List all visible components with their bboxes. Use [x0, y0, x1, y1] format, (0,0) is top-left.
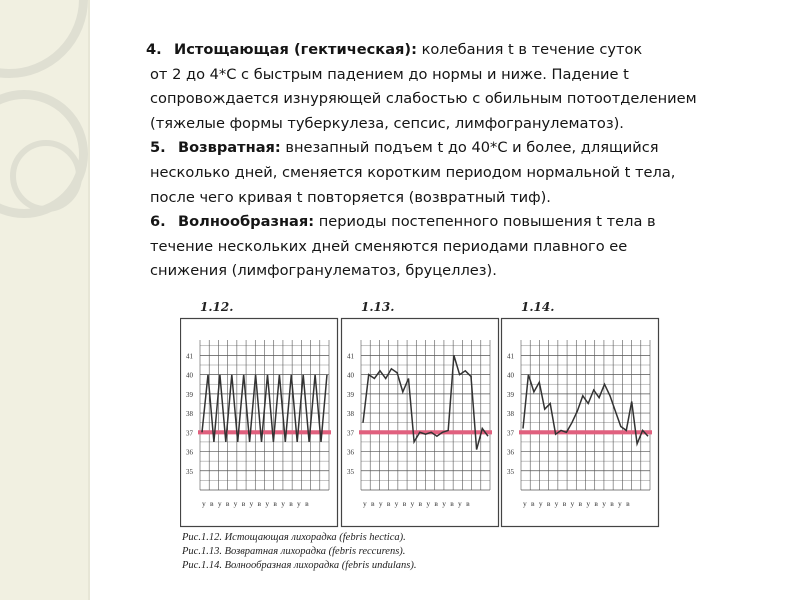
- x-axis-labels: у в у в у в у в у в у в у в: [363, 499, 471, 508]
- fever-types-text: [146, 38, 790, 284]
- y-tick-label: 36: [186, 448, 193, 457]
- y-tick-label: 38: [347, 410, 354, 419]
- temperature-curves-figure: [180, 296, 664, 578]
- y-tick-label: 39: [186, 390, 193, 399]
- y-tick-label: 35: [347, 467, 354, 476]
- y-tick-label: 41: [347, 352, 354, 361]
- y-tick-label: 38: [186, 410, 193, 419]
- panel-frame: [181, 319, 338, 527]
- panel-label-1-12: 1.12.: [200, 300, 234, 314]
- item-term: Возвратная:: [178, 139, 281, 157]
- y-tick-label: 36: [347, 448, 354, 457]
- y-tick-label: 36: [507, 448, 514, 457]
- item-line: снижения (лимфогранулематоз, бруцеллез).: [150, 262, 497, 280]
- x-axis-labels: у в у в у в у в у в у в у в: [202, 499, 310, 508]
- y-tick-label: 39: [347, 390, 354, 399]
- y-tick-label: 37: [347, 429, 354, 438]
- x-axis-labels: у в у в у в у в у в у в у в: [523, 499, 631, 508]
- item-line: после чего кривая t повторяется (возвратный тиф).: [150, 188, 551, 206]
- caption-1-12: [182, 532, 406, 543]
- item-term: Истощающая (гектическая):: [174, 41, 417, 58]
- y-tick-label: 39: [507, 390, 514, 399]
- item-undulant: [150, 210, 790, 284]
- y-tick-label: 40: [347, 371, 354, 380]
- item-number: 5.: [150, 139, 166, 157]
- sidebar-divider: [88, 0, 90, 600]
- caption-1-13: [182, 546, 405, 557]
- item-line: течение нескольких дней сменяются периодами плавного ее: [150, 237, 628, 255]
- caption-latin: (febris undulans).: [341, 560, 417, 571]
- item-hectic: [146, 38, 790, 136]
- y-tick-label: 38: [507, 410, 514, 419]
- item-line: несколько дней, сменяется коротким периодом нормальной t тела,: [150, 163, 676, 181]
- item-line: сопровождается изнуряющей слабостью с обильным потоотделением: [150, 90, 697, 108]
- caption-latin: (febris reccurens).: [328, 546, 406, 557]
- y-tick-label: 35: [507, 467, 514, 476]
- y-tick-label: 35: [186, 467, 193, 476]
- y-tick-label: 40: [507, 371, 514, 380]
- item-line: периоды постепенного повышения t тела в: [314, 213, 656, 231]
- caption-latin: (febris hectica).: [339, 532, 406, 543]
- y-tick-label: 41: [507, 352, 514, 361]
- y-tick-label: 37: [186, 429, 193, 438]
- decorative-ring-large: [0, 0, 88, 78]
- item-term: Волнообразная:: [178, 213, 315, 231]
- caption-text: Рис.1.14. Волнообразная лихорадка: [182, 560, 342, 571]
- caption-text: Рис.1.12. Истощающая лихорадка: [182, 532, 340, 543]
- panel-label-1-14: 1.14.: [521, 300, 555, 314]
- item-number: 6.: [150, 213, 166, 231]
- y-tick-label: 40: [186, 371, 193, 380]
- temperature-charts: [180, 296, 664, 528]
- y-tick-label: 37: [507, 429, 514, 438]
- decorative-ring-small: [10, 140, 82, 212]
- item-line: (тяжелые формы туберкулеза, сепсис, лимфогранулематоз).: [150, 114, 624, 132]
- slide-sidebar: [0, 0, 88, 600]
- panel-label-1-13: 1.13.: [361, 300, 395, 314]
- y-tick-label: 41: [186, 352, 193, 361]
- item-number: 4.: [146, 41, 162, 58]
- caption-1-14: [182, 560, 416, 571]
- caption-text: Рис.1.13. Возвратная лихорадка: [182, 546, 329, 557]
- item-recurrent: [150, 136, 790, 210]
- item-line: колебания t в течение суток: [416, 41, 643, 58]
- item-line: от 2 до 4*С с быстрым падением до нормы и ниже. Падение t: [150, 65, 629, 83]
- item-line: внезапный подъем t до 40*С и более, длящийся: [280, 139, 659, 157]
